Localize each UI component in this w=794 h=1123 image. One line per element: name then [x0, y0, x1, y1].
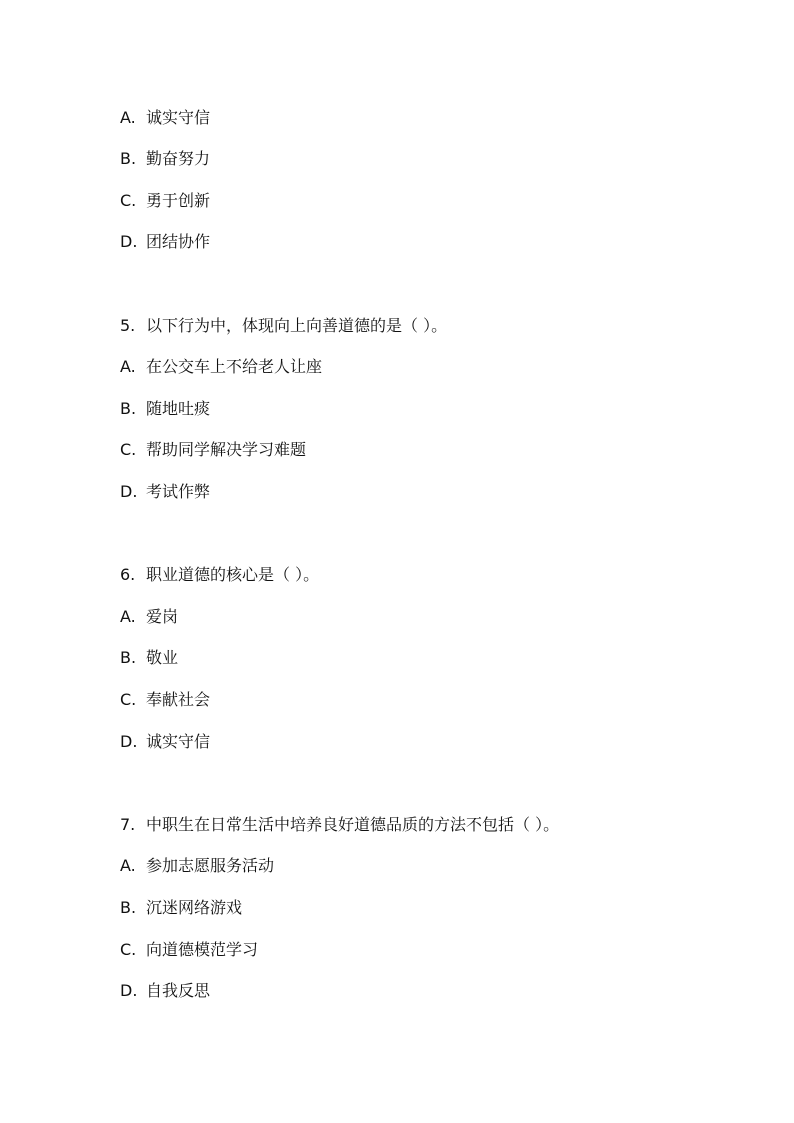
option-letter: A. [120, 607, 136, 626]
option-text: 爱岗 [146, 607, 179, 626]
option-a [120, 607, 178, 627]
option-c [120, 440, 306, 460]
option-d [120, 981, 210, 1001]
question-number: 7. [120, 815, 136, 834]
option-letter: D. [120, 482, 138, 501]
option-text: 沉迷网络游戏 [146, 898, 243, 917]
option-text: 随地吐痰 [146, 399, 211, 418]
option-letter: D. [120, 232, 138, 251]
option-text: 诚实守信 [146, 732, 211, 751]
question-text: 中职生在日常生活中培养良好道德品质的方法不包括（ ）。 [146, 815, 560, 834]
question-text: 职业道德的核心是（ ）。 [146, 565, 320, 584]
option-text: 勤奋努力 [146, 149, 211, 168]
option-text: 诚实守信 [146, 108, 211, 127]
question-stem [120, 565, 319, 585]
option-letter: C. [120, 191, 137, 210]
option-b [120, 648, 178, 668]
option-text: 在公交车上不给老人让座 [146, 357, 323, 376]
option-letter: B. [120, 898, 137, 917]
option-letter: C. [120, 690, 137, 709]
option-text: 勇于创新 [146, 191, 211, 210]
option-b [120, 898, 242, 918]
question-stem [120, 316, 447, 336]
option-text: 奉献社会 [146, 690, 211, 709]
option-letter: C. [120, 940, 137, 959]
question-stem [120, 815, 559, 835]
option-c [120, 940, 258, 960]
option-text: 帮助同学解决学习难题 [146, 440, 307, 459]
option-text: 团结协作 [146, 232, 211, 251]
option-a [120, 357, 322, 377]
option-letter: D. [120, 981, 138, 1000]
option-a [120, 856, 274, 876]
option-a [120, 108, 210, 128]
option-d [120, 232, 210, 252]
option-text: 向道德模范学习 [146, 940, 259, 959]
question-number: 6. [120, 565, 136, 584]
question-number: 5. [120, 316, 136, 335]
option-c [120, 690, 210, 710]
option-letter: A. [120, 357, 136, 376]
option-letter: B. [120, 399, 137, 418]
option-text: 考试作弊 [146, 482, 211, 501]
option-letter: A. [120, 108, 136, 127]
option-d [120, 482, 210, 502]
option-d [120, 732, 210, 752]
option-letter: C. [120, 440, 137, 459]
option-text: 参加志愿服务活动 [146, 856, 275, 875]
option-letter: A. [120, 856, 136, 875]
option-letter: D. [120, 732, 138, 751]
option-text: 自我反思 [146, 981, 211, 1000]
option-b [120, 399, 210, 419]
option-letter: B. [120, 149, 137, 168]
option-c [120, 191, 210, 211]
question-text: 以下行为中，体现向上向善道德的是（ ）。 [146, 316, 448, 335]
option-b [120, 149, 210, 169]
option-text: 敬业 [146, 648, 179, 667]
option-letter: B. [120, 648, 137, 667]
